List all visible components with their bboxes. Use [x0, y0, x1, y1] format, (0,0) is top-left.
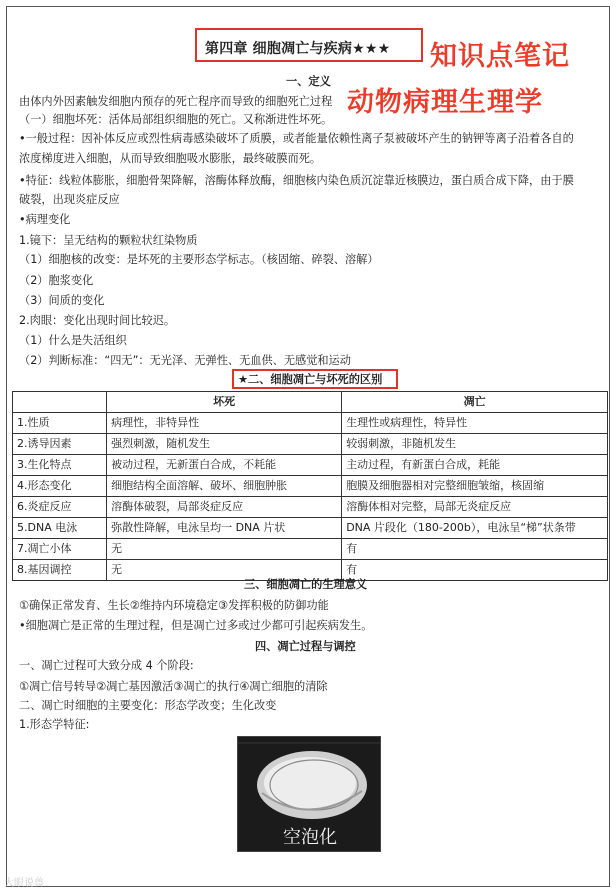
table-cell: 1.性质 [13, 413, 107, 434]
table-row [13, 413, 608, 434]
table-cell: 7.凋亡小体 [13, 539, 107, 560]
table-cell: DNA 片段化（180-200b），电泳呈“梯”状条带 [342, 518, 608, 539]
section-heading-significance: 三、细胞凋亡的生理意义 [244, 578, 368, 591]
chapter-title: 第四章 细胞凋亡与疾病★★★ [205, 41, 391, 57]
text-line: （一）细胞坏死：活体局部组织细胞的死亡。又称渐进性坏死。 [19, 113, 333, 126]
text-line: 由体内外因素触发细胞内预存的死亡程序而导致的细胞死亡过程 [19, 95, 333, 108]
table-cell: 有 [342, 560, 608, 581]
figure-caption: 空泡化 [283, 827, 337, 848]
table-row [13, 476, 608, 497]
text-line: （1）细胞核的改变：是坏死的主要形态学标志。（核固缩、碎裂、溶解） [19, 253, 379, 266]
text-line: •一般过程：因补体反应或烈性病毒感染破坏了质膜，或者能量依赖性离子泵被破坏产生的钠钾等离子沿着各自的 [19, 132, 574, 145]
table-header-cell: 坏死 [107, 392, 342, 413]
comparison-table [12, 391, 608, 581]
table-header-row [13, 392, 608, 413]
table-header-cell [13, 392, 107, 413]
table-cell: 被动过程，无新蛋白合成，不耗能 [107, 455, 342, 476]
text-line: •细胞凋亡是正常的生理过程，但是凋亡过多或过少都可引起疾病发生。 [19, 619, 373, 632]
text-line: 破裂，出现炎症反应 [19, 193, 120, 206]
text-line: 1.镜下：呈无结构的颗粒状红染物质 [19, 234, 198, 247]
table-cell: 病理性，非特异性 [107, 413, 342, 434]
table-cell: 5.DNA 电泳 [13, 518, 107, 539]
table-cell: 胞膜及细胞器相对完整细胞皱缩，核固缩 [342, 476, 608, 497]
text-line: （1）什么是失活组织 [19, 334, 127, 347]
table-cell: 有 [342, 539, 608, 560]
table-cell: 强烈刺激，随机发生 [107, 434, 342, 455]
overlay-title-notes: 知识点笔记 [430, 41, 570, 72]
text-line: •病理变化 [19, 213, 71, 226]
table-cell: 8.基因调控 [13, 560, 107, 581]
text-line: 一、凋亡过程可大致分成 4 个阶段: [19, 659, 194, 672]
watermark-text: 大眼说兽 [4, 878, 44, 889]
text-line: 浓度梯度进入细胞，从而导致细胞吸水膨胀，最终破膜而死。 [19, 152, 322, 165]
table-row [13, 497, 608, 518]
table-cell: 2.诱导因素 [13, 434, 107, 455]
section-heading-comparison: ★二、细胞凋亡与坏死的区别 [238, 373, 383, 386]
section-heading-definition: 一、定义 [286, 75, 331, 88]
vacuolization-micrograph [237, 736, 381, 852]
table-cell: 6.炎症反应 [13, 497, 107, 518]
section-heading-process: 四、凋亡过程与调控 [255, 640, 356, 653]
table-cell: 较弱刺激，非随机发生 [342, 434, 608, 455]
table-row [13, 455, 608, 476]
text-line: 2.肉眼：变化出现时间比较迟。 [19, 314, 176, 327]
text-line: ①凋亡信号转导②凋亡基因激活③凋亡的执行④凋亡细胞的清除 [19, 680, 328, 693]
table-cell: 溶酶体破裂，局部炎症反应 [107, 497, 342, 518]
text-line: 二、凋亡时细胞的主要变化：形态学改变；生化改变 [19, 699, 277, 712]
table-row [13, 518, 608, 539]
table-cell: 无 [107, 539, 342, 560]
table-cell: 主动过程，有新蛋白合成，耗能 [342, 455, 608, 476]
text-line: 1.形态学特征: [19, 718, 90, 731]
text-line: ①确保正常发育、生长②维持内环境稳定③发挥积极的防御功能 [19, 599, 329, 612]
text-line: （3）间质的变化 [19, 294, 105, 307]
table-cell: 弥散性降解，电泳呈均一 DNA 片状 [107, 518, 342, 539]
table-cell: 3.生化特点 [13, 455, 107, 476]
table-cell: 溶酶体相对完整，局部无炎症反应 [342, 497, 608, 518]
table-cell: 生理性或病理性，特异性 [342, 413, 608, 434]
table-cell: 4.形态变化 [13, 476, 107, 497]
overlay-title-subject: 动物病理生理学 [347, 87, 543, 118]
table-header-cell: 凋亡 [342, 392, 608, 413]
table-cell: 无 [107, 560, 342, 581]
table-row [13, 539, 608, 560]
table-cell: 细胞结构全面溶解、破坏、细胞肿胀 [107, 476, 342, 497]
text-line: （2）胞浆变化 [19, 274, 94, 287]
text-line: （2）判断标准：“四无”：无光泽、无弹性、无血供、无感觉和运动 [19, 354, 351, 367]
text-line: •特征：线粒体膨胀，细胞骨架降解，溶酶体释放酶，细胞核内染色质沉淀靠近核膜边，蛋白质合成下降，由于膜 [19, 174, 574, 187]
table-row [13, 434, 608, 455]
